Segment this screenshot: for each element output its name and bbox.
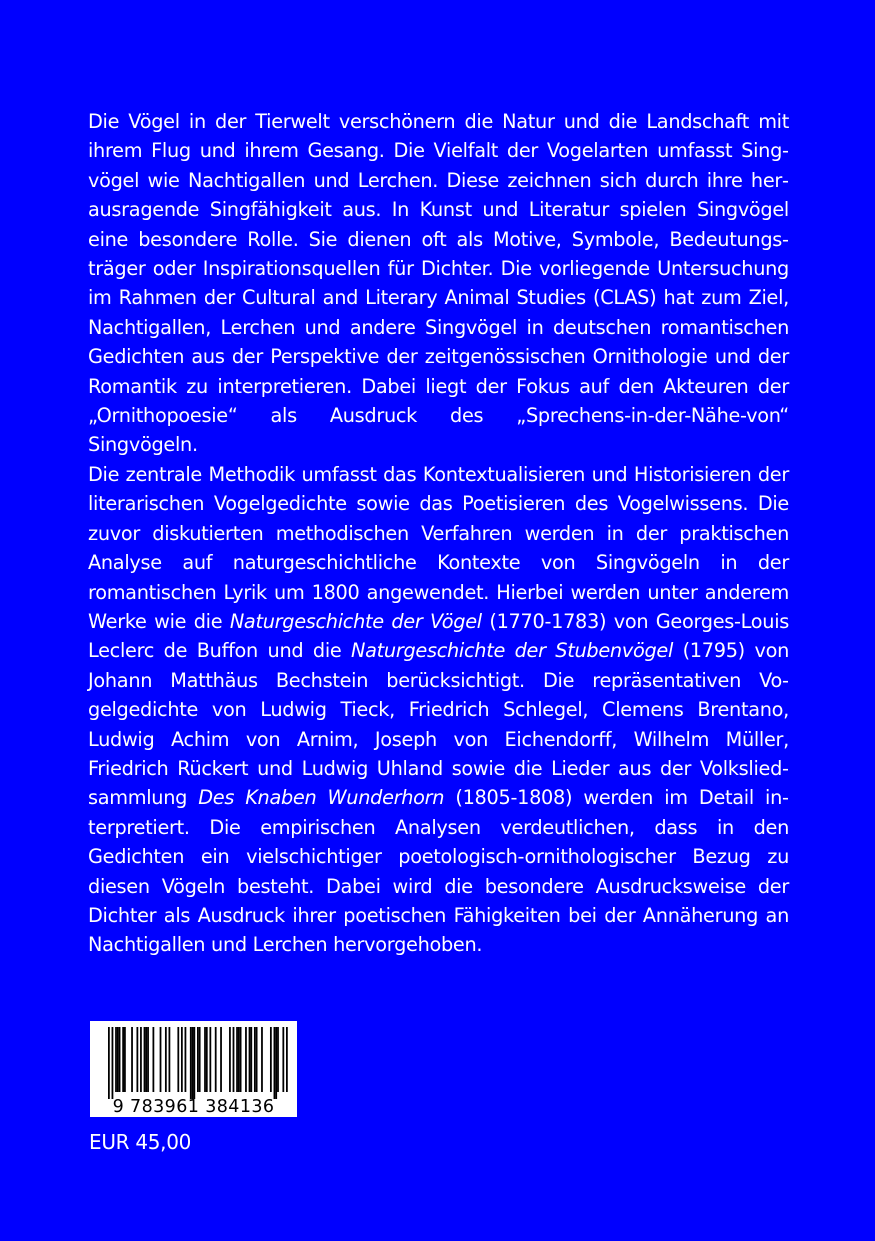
barcode-bar [115,1027,117,1092]
barcode-bar [145,1027,147,1092]
book-title: Des Knaben Wunderhorn [198,786,445,810]
barcode-bar [206,1027,208,1092]
barcode-bar [119,1027,121,1092]
barcode-bar [209,1027,211,1092]
barcode-bar [236,1027,238,1092]
barcode-bar [124,1027,126,1092]
barcode-bar [250,1027,252,1092]
barcode-bar [215,1027,217,1092]
barcode-bar [270,1027,272,1092]
barcode-bar [233,1027,235,1092]
barcode-bar [160,1027,162,1092]
barcode-bar [282,1027,284,1092]
barcode-bar [245,1027,247,1092]
barcode-bar [122,1027,124,1092]
back-cover-blurb [88,107,789,960]
barcode-bar [238,1027,240,1092]
barcode-bar [254,1027,256,1092]
blurb-paragraph-2: Die zentrale Methodik umfasst das Kontextualisieren und Historisieren der literarischen Vogelgedichte sowie das Poetisieren des Vogelwissens. Die zuvor diskutierten methodischen Verfahren werden in der praktischen Analyse auf naturgeschichtliche Kontexte von Singvögeln in der romantischen Lyrik um 1800 angewendet. Hierbei werden unter anderem Werke wie die Naturgeschichte der Vögel (1770-1783) von Georges-Louis Leclerc de Buffon und die Naturgeschichte der Stubenvögel (1795) von Johann Matthäus Bechstein berücksichtigt. Die repräsentativen Vogelgedichte von Ludwig Tieck, Friedrich Schlegel, Clemens Brentano, Ludwig Achim von Arnim, Joseph von Eichendorff, Wilhelm Müller, Friedrich Rückert und Ludwig Uhland sowie die Lieder aus der Volksliedsammlung Des Knaben Wunderhorn (1805-1808) werden im Detail interpretiert. Die empirischen Analysen verdeutlichen, dass in den Gedichten ein vielschichtiger poetologisch-ornithologischer Bezug zu diesen Vögeln besteht. Dabei wird die besondere Ausdrucksweise der Dichter als Ausdruck ihrer poetischen Fähigkeiten bei der Annäherung an Nachtigallen und Lerchen hervorgehoben. [88,462,789,957]
barcode-bar [144,1027,146,1092]
barcode-bar [197,1027,199,1092]
book-title: Naturgeschichte der Vögel [229,609,482,633]
barcode-bar [147,1027,149,1092]
barcode-bar [204,1027,206,1092]
barcode-bar [192,1027,194,1099]
barcode-bar [136,1027,138,1092]
isbn-barcode [90,1021,297,1117]
barcode-bar [249,1027,251,1092]
barcode-bar [108,1027,110,1099]
barcode-bar [193,1027,195,1099]
barcode-bar [165,1027,167,1092]
barcode-bar [185,1027,187,1092]
barcode-bar [275,1027,277,1099]
barcode-bars [90,1021,297,1099]
isbn-number: 9 783961 384136 [112,1097,275,1117]
barcode-bar [274,1027,276,1099]
barcode-bar [286,1027,288,1092]
blurb-paragraph-1: Die Vögel in der Tierwelt verschönern die Natur und die Landschaft mit ihrem Flug und ihrem Gesang. Die Vielfalt der Vogelarten umfasst Singvögel wie Nachtigallen und Lerchen. Diese zeichnen sich durch ihre herausragende Singfähigkeit aus. In Kunst und Literatur spielen Singvögel eine besondere Rolle. Sie dienen oft als Motive, Symbole, Bedeutungsträger oder Inspirationsquellen für Dichter. Die vorliegende Untersuchung im Rahmen der Cultural and Literary Animal Studies (CLAS) hat zum Ziel, Nachtigallen, Lerchen und andere Singvögel in deutschen romantischen Gedichten aus der Perspektive der zeitgenössischen Ornithologie und der Romantik zu interpretieren. Dabei liegt der Fokus auf den Akteuren der „Ornithopoesie“ als Ausdruck des „Sprechens-in-der-Nähe-von“ Singvögeln. [88,110,789,457]
barcode-bar [131,1027,133,1092]
barcode-bar [256,1027,258,1092]
barcode-bar [190,1027,192,1099]
book-title: Naturgeschichte der Stubenvögel [351,639,674,663]
price-label: EUR 45,00 [89,1130,192,1154]
barcode-bar [181,1027,183,1092]
barcode-bar [240,1027,242,1092]
barcode-bar [199,1027,201,1092]
barcode-bar [112,1027,114,1099]
barcode-bar [261,1027,263,1092]
barcode-bar [229,1027,231,1092]
barcode-bar [220,1027,222,1092]
barcode-bar [153,1027,155,1092]
barcode-bar [177,1027,179,1092]
barcode-bar [277,1027,279,1092]
barcode-bar [169,1027,171,1092]
barcode-bar [140,1027,142,1092]
barcode-bar [117,1027,119,1092]
